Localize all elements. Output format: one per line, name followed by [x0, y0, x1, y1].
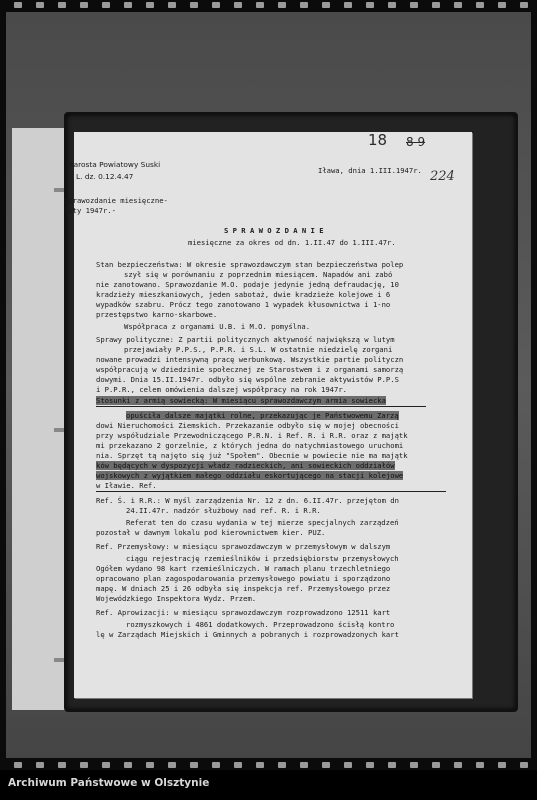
underline-mark — [96, 491, 446, 492]
body-line: rozmyszkowych i 4861 dodatkowych. Przeprowadzono ścisłą kontro — [126, 620, 395, 629]
body-line: nie zanotowano. Sprawozdanie M.O. podaje jedynie jedną defraudację, 10 — [96, 280, 399, 289]
body-line: i P.P.R., celem omówienia dalszej współpracy na rok 1947r. — [96, 385, 347, 394]
body-line: Ref. Przemysłowy: w miesiącu sprawozdawczym w przemysłowym w dalszym — [96, 542, 391, 551]
film-sprocket-bottom — [0, 760, 537, 770]
body-line: nowane prowadzi intensywną pracę werbunkową. Wszystkie partie polityczn — [96, 355, 404, 364]
body-line: wojskowych z wyjątkiem małego oddziału eskortującego na stacji kolejowe — [96, 471, 404, 480]
crossed-folio: 8 9 — [406, 135, 426, 149]
body-line: szył się w porównaniu z poprzednim miesiącem. Napadów ani zabó — [124, 270, 393, 279]
subject-line-1: Sprawozdanie miesięczne- — [64, 196, 168, 205]
photographed-scene — [6, 12, 531, 758]
body-line: przestępstwo karno-skarbowe. — [96, 310, 218, 319]
body-line: Ogółem wydano 98 kart rzemieślniczych. W ramach planu trzechletniego — [96, 564, 391, 573]
body-line: przy współudziale Przewodniczącego P.R.N. i Ref. R. i R.R. oraz z majątk — [96, 431, 408, 440]
body-line: ciągu rejestrację rzemieślników i przedsiębiorstw przemysłowych — [126, 554, 399, 563]
body-line: lę w Zarządach Miejskich i Gminnych a pobranych i rozprowadzonych kart — [96, 630, 399, 639]
body-line: 24.II.47r. nadzór służbowy nad ref. R. i R.R. — [126, 506, 321, 515]
body-line: Współpraca z organami U.B. i M.O. pomyślna. — [124, 322, 311, 331]
subject-line-2: luty 1947r.- — [64, 206, 116, 215]
body-line: Stosunki z armią sowiecką: W miesiącu sprawozdawczym armia sowiecka — [96, 396, 386, 405]
office-stamp-line1: Starosta Powiatowy Suski — [66, 160, 161, 169]
body-line: Sprawy polityczne: Z partii politycznych aktywność największą w lutym — [96, 335, 395, 344]
underline-mark — [96, 406, 426, 407]
body-line: dowymi. Dnia 15.II.1947r. odbyło się wspólne zebranie aktywistów P.P.S — [96, 375, 399, 384]
body-line: Stan bezpieczeństwa: W okresie sprawozdawczym stan bezpieczeństwa polep — [96, 260, 404, 269]
body-line: Referat ten do czasu wydania w tej mierze specjalnych zarządzeń — [126, 518, 399, 527]
body-line: Wojewódzkiego Inspektora Wydz. Przem. — [96, 594, 257, 603]
body-line: mi przekazano 2 gorzelnie, z których jedna do natychmiastowego uruchomi — [96, 441, 404, 450]
office-stamp-line2: L. dz. 0.12.4.47 — [76, 172, 134, 181]
body-line: dowi Nieruchomości Ziemskich. Przekazanie odbyło się w mojej obecności — [96, 421, 399, 430]
document-period: miesięczne za okres od dn. 1.II.47 do 1.III.47r. — [188, 238, 396, 247]
body-line: w Iławie. Ref. — [96, 481, 157, 490]
body-line: opuściła dalsze majątki rolne, przekazując je Państwowemu Zarzą — [126, 411, 399, 420]
body-line: współpracują w dziedzinie społecznej ze Starostwem i z organami samorzą — [96, 365, 404, 374]
place-date: Iława, dnia 1.III.1947r. — [318, 166, 422, 175]
document-title: S P R A W O Z D A N I E — [224, 226, 324, 235]
body-line: opracowano plan zagospodarowania przemysłowego powiatu i sporządzono — [96, 574, 391, 583]
body-line: pozostał w dawnym lokalu pod kierownictwem kier. PUZ. — [96, 528, 326, 537]
archive-label: Archiwum Państwowe w Olsztynie — [8, 777, 210, 789]
archive-footer — [0, 770, 537, 800]
document-page — [64, 131, 472, 698]
folio-number: 18 — [368, 131, 388, 149]
body-line: nia. Sprzęt tą najęto się już "Społem". Obecnie w powiecie nie ma majątk — [96, 451, 408, 460]
body-line: wypadków szabru. Prócz tego zanotowano 1 wypadek kłusownictwa i 1-no — [96, 300, 391, 309]
facing-page — [12, 128, 70, 710]
body-line: mapę. W dniach 25 i 26 odbyła się inspekcja ref. Przemysłowego przez — [96, 584, 391, 593]
body-line: kradzieży mieszkaniowych, jeden sabotaż, dwie kradzieże kolejowe i 6 — [96, 290, 391, 299]
body-line: przejawiały P.P.S., P.P.R. i S.L. W ostatnie niedzielę zorgani — [124, 345, 393, 354]
body-line: ków będących w dyspozycji władz radzieckich, ani sowieckich oddziałów — [96, 461, 395, 470]
body-line: Ref. Aprowizacji: w miesiącu sprawozdawczym rozprowadzono 12511 kart — [96, 608, 391, 617]
body-line: Ref. Ś. i R.R.: W myśl zarządzenia Nr. 12 z dn. 6.II.47r. przejętom dn — [96, 496, 399, 505]
film-sprocket-top — [0, 0, 537, 10]
handwritten-note: 224 — [430, 169, 455, 184]
